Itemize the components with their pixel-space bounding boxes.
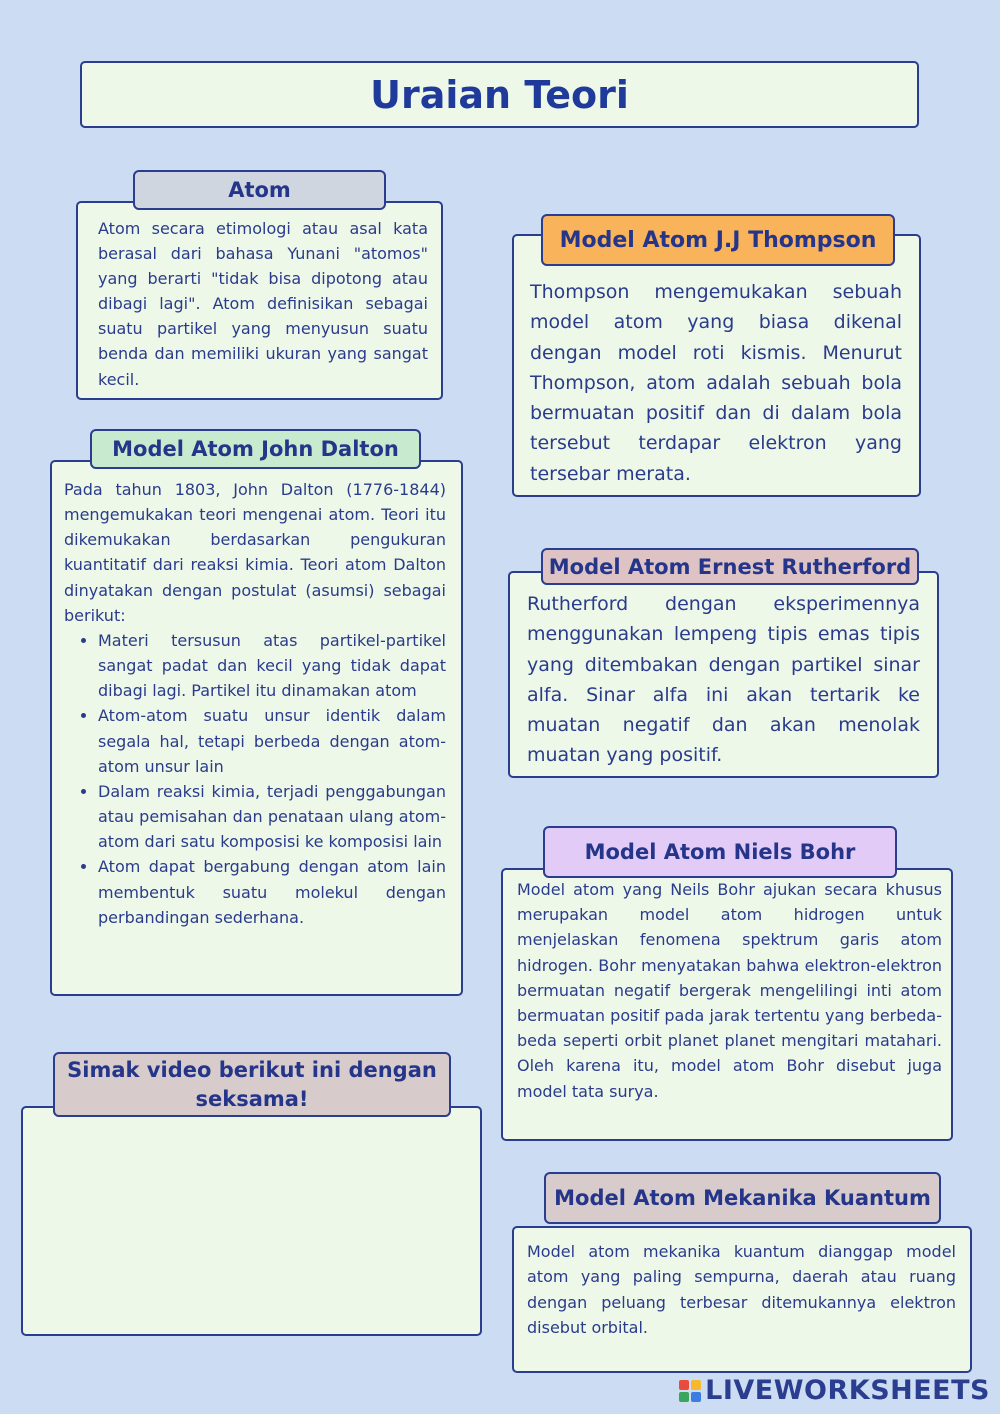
kuantum-text: Model atom mekanika kuantum dianggap model atom yang paling sempurna, daerah atau ruang dengan peluang terbesar ditemukannya elektron disebut orbital. bbox=[527, 1242, 956, 1338]
atom-heading: Atom bbox=[133, 170, 386, 210]
page-title-box bbox=[80, 61, 919, 128]
rutherford-heading: Model Atom Ernest Rutherford bbox=[541, 548, 919, 585]
dalton-postulate-list bbox=[64, 628, 446, 930]
atom-text: Atom secara etimologi atau asal kata berasal dari bahasa Yunani "atomos" yang berarti "tidak bisa dipotong atau dibagi lagi". Atom definisikan sebagai suatu partikel yang menyusun suatu benda dan memiliki ukuran yang sangat kecil. bbox=[98, 219, 428, 389]
liveworksheets-logo[interactable] bbox=[679, 1375, 990, 1406]
liveworksheets-logo-text: LIVEWORKSHEETS bbox=[705, 1375, 990, 1406]
dalton-postulate: • Dalam reaksi kimia, terjadi penggabungan atau pemisahan dan penataan ulang atom-atom dari satu komposisi ke komposisi lain bbox=[98, 779, 446, 854]
thompson-text: Thompson mengemukakan sebuah model atom yang biasa dikenal dengan model roti kismis. Menurut Thompson, atom adalah sebuah bola bermuatan positif dan di dalam bola tersebut terdapar elektron yang tersebar merata. bbox=[530, 281, 902, 485]
liveworksheets-logo-icon bbox=[679, 1380, 701, 1402]
page-title: Uraian Teori bbox=[370, 72, 629, 117]
kuantum-heading: Model Atom Mekanika Kuantum bbox=[544, 1172, 941, 1224]
video-heading: Simak video berikut ini dengan seksama! bbox=[53, 1052, 451, 1117]
dalton-postulate: • Materi tersusun atas partikel-partikel sangat padat dan kecil yang tidak dapat dibagi lagi. Partikel itu dinamakan atom bbox=[98, 628, 446, 703]
thompson-heading: Model Atom J.J Thompson bbox=[541, 214, 895, 266]
dalton-postulate: • Atom dapat bergabung dengan atom lain membentuk suatu molekul dengan perbandingan sederhana. bbox=[98, 854, 446, 929]
video-frame[interactable] bbox=[21, 1106, 482, 1336]
dalton-text bbox=[64, 477, 446, 930]
rutherford-text: Rutherford dengan eksperimennya menggunakan lempeng tipis emas tipis yang ditembakan dengan partikel sinar alfa. Sinar alfa ini akan tertarik ke muatan negatif dan akan menolak muatan yang positif. bbox=[527, 593, 920, 767]
dalton-intro: Pada tahun 1803, John Dalton (1776-1844) mengemukakan teori mengenai atom. Teori itu dikemukakan berdasarkan pengukuran kuantitatif dari reaksi kimia. Teori atom Dalton dinyatakan dengan postulat (asumsi) sebagai berikut: bbox=[64, 480, 446, 625]
dalton-heading: Model Atom John Dalton bbox=[90, 429, 421, 469]
bohr-text: Model atom yang Neils Bohr ajukan secara khusus merupakan model atom hidrogen untuk menjelaskan fenomena spektrum garis atom hidrogen. Bohr menyatakan bahwa elektron-elektron bermuatan negatif bergerak mengelilingi inti atom bermuatan positif pada jarak tertentu yang berbeda-beda seperti orbit planet planet mengitari matahari. Oleh karena itu, model atom Bohr disebut juga model tata surya. bbox=[517, 880, 942, 1101]
dalton-postulate: • Atom-atom suatu unsur identik dalam segala hal, tetapi berbeda dengan atom-atom unsur lain bbox=[98, 703, 446, 778]
bohr-heading: Model Atom Niels Bohr bbox=[543, 826, 897, 878]
